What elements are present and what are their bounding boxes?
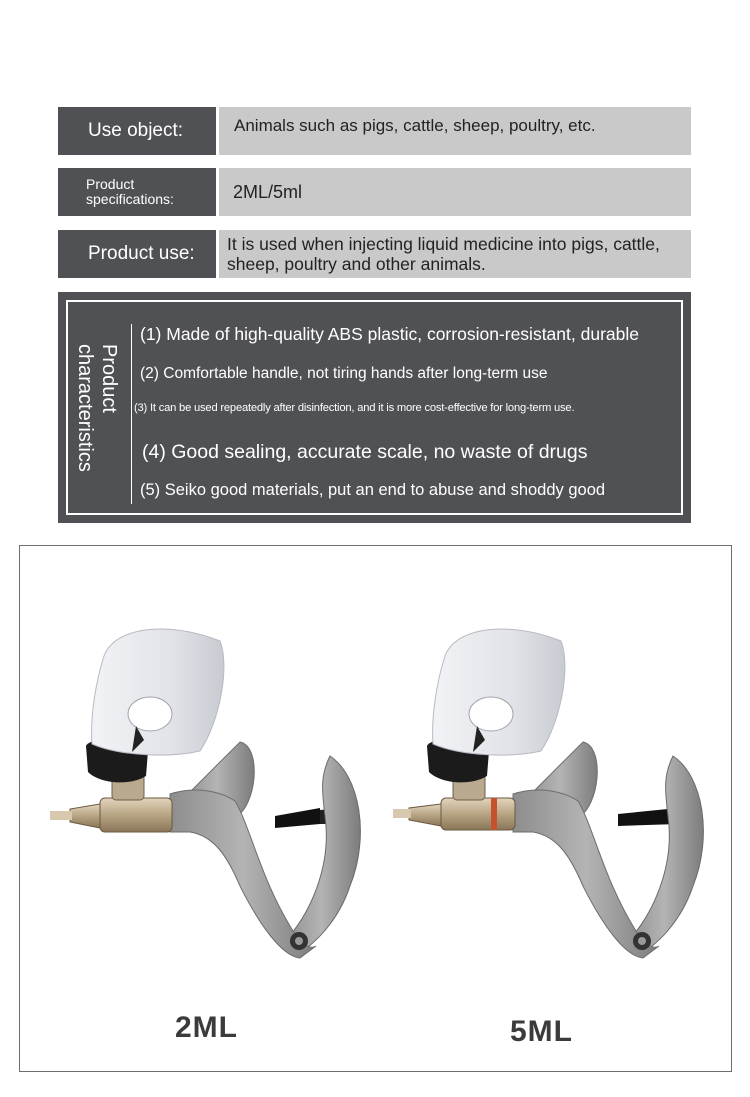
caption-2ml: 2ML	[175, 1011, 238, 1044]
spec-label: Product specifications:	[58, 168, 216, 216]
characteristics-title: Product characteristics	[74, 344, 120, 472]
spec-label: Use object:	[58, 107, 216, 155]
spec-row-use-object	[58, 107, 691, 155]
feature-item-3: (3) It can be used repeatedly after disinfection, and it is more cost-effective for long-term use.	[134, 402, 575, 414]
spec-row-product-use	[58, 230, 691, 278]
spec-row-specifications	[58, 168, 691, 216]
product-image-panel	[19, 545, 732, 1072]
feature-item-2: (2) Comfortable handle, not tiring hands after long-term use	[140, 365, 548, 382]
syringe-2ml-icon	[50, 629, 360, 958]
spec-label: Product use:	[58, 230, 216, 278]
feature-item-4: (4) Good sealing, accurate scale, no waste of drugs	[142, 441, 588, 463]
syringe-5ml-icon	[393, 629, 703, 958]
feature-item-1: (1) Made of high-quality ABS plastic, corrosion-resistant, durable	[140, 324, 639, 344]
divider	[131, 324, 132, 504]
feature-item-5: (5) Seiko good materials, put an end to abuse and shoddy good	[140, 481, 606, 499]
spec-value: 2ML/5ml	[219, 168, 691, 216]
spec-value: Animals such as pigs, cattle, sheep, poultry, etc.	[219, 107, 691, 155]
syringe-illustrations	[20, 546, 731, 1071]
caption-5ml: 5ML	[510, 1015, 573, 1048]
spec-value: It is used when injecting liquid medicine into pigs, cattle, sheep, poultry and other animals.	[219, 230, 691, 278]
